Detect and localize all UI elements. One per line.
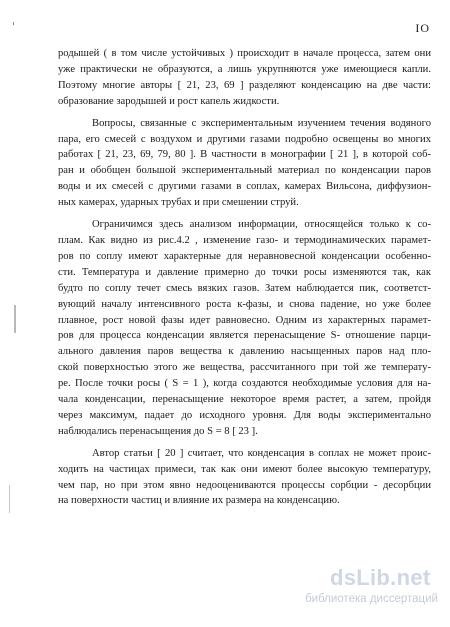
text-line: воды и их смесей с другими газами в соплах, камерах Вильсона, диффузион- xyxy=(58,181,431,193)
text-line: Автор статьи [ 20 ] считает, что конденсация в соплах не может проис- xyxy=(92,447,431,459)
text-line: пара, его смесей с воздухом и другими газами подробно освещены во многих xyxy=(58,133,431,145)
text-line: сти. Температура и давление примерно до точки росы изменяются так, как xyxy=(58,266,431,278)
text-line: на поверхности частиц и влияние их размера на конденсацию. xyxy=(58,495,340,507)
text-line: Вопросы, связанные с экспериментальным изучением течения водяного xyxy=(92,117,431,129)
paragraph xyxy=(58,46,431,110)
text-line: образование зародышей и рост капель жидкости. xyxy=(58,95,280,107)
text-line: Поэтому многие авторы [ 21, 23, 69 ] разделяют конденсацию на две части: xyxy=(58,79,431,91)
text-line: Ограничимся здесь анализом информации, относящейся только к со- xyxy=(92,219,431,231)
scan-mark xyxy=(14,305,16,333)
paragraph xyxy=(58,116,431,211)
watermark-logo: dsLib.net xyxy=(330,565,431,590)
text-line: вующий началу интенсивного роста к-фазы, и снова падение, но уже более xyxy=(58,298,431,310)
text-line: ров по соплу имеют характерные для неравновесной конденсации особенно- xyxy=(58,250,431,262)
text-line: ных камерах, ударных трубах и при смешении струй. xyxy=(58,197,299,209)
paragraph xyxy=(58,446,431,510)
text-line: ального давления паров вещества к давлению насыщенных паров над пло- xyxy=(58,346,431,358)
paragraph xyxy=(58,217,431,440)
text-line: чала конденсации, перенасыщение некоторое время растет, а затем, пройдя xyxy=(58,394,431,406)
text-line: чем пар, но при этом явно недооцениваются процессы сорбции - десорбции xyxy=(58,479,431,491)
text-line: работах [ 21, 23, 69, 79, 80 ]. В частности в монографии [ 21 ], в которой соб- xyxy=(58,149,431,161)
watermark-caption: библиотека диссертаций xyxy=(305,593,438,605)
page-number: IO xyxy=(415,21,430,35)
text-line: ходить на частицах примеси, так как они имеют более высокую температуру, xyxy=(58,463,431,475)
text-line: ской поверхностью этого же вещества, рассчитанного при той же температу- xyxy=(58,362,431,374)
text-line: через максимум, падает до исходного уровня. Для воды экспериментально xyxy=(58,409,431,421)
watermark xyxy=(290,565,438,613)
text-line: будто по соплу течет смесь вязких газов. Затем наблюдается пик, соответст- xyxy=(58,282,431,294)
text-line: ре. После точки росы ( S = 1 ), когда создаются необходимые условия для на- xyxy=(58,378,431,390)
text-line: уже практически не образуются, а лишь укрупняются уже имеющиеся капли. xyxy=(58,63,431,75)
text-line: плам. Как видно из рис.4.2 , изменение газо- и термодинамических парамет- xyxy=(58,234,431,246)
body-text xyxy=(58,46,431,509)
text-line: ров для процесса конденсации является перенасыщение S- отношение парци- xyxy=(58,330,431,342)
scan-mark xyxy=(9,485,10,513)
text-line: ран и обобщен большой экспериментальный материал по конденсации паров xyxy=(58,165,431,177)
text-line: наблюдались перенасыщения до S = 8 [ 23 ]. xyxy=(58,425,258,437)
text-line: родышей ( в том числе устойчивых ) происходит в начале процесса, затем они xyxy=(58,48,431,59)
scan-mark xyxy=(13,22,14,25)
text-line: плавное, рост новой фазы идет равновесно. Одним из характерных парамет- xyxy=(58,314,431,326)
